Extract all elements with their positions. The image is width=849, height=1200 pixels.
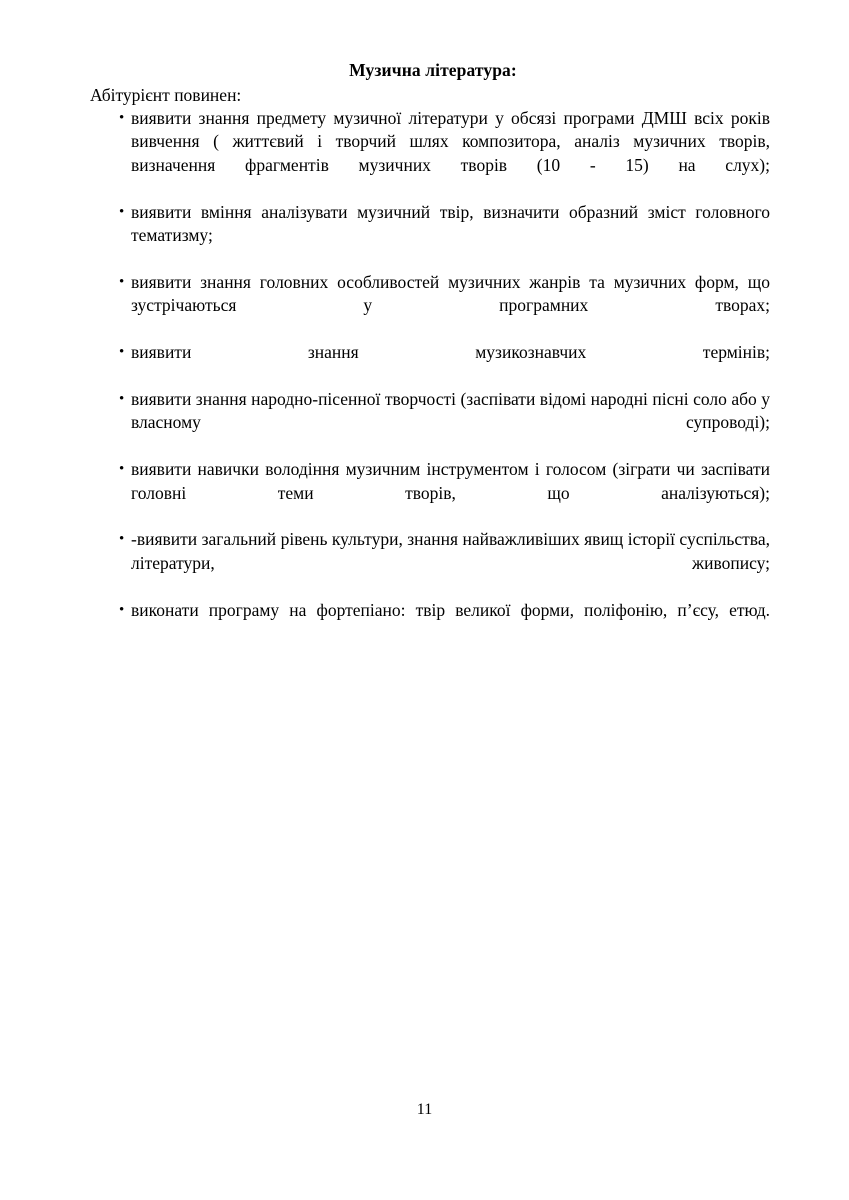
- bullet-icon: •: [119, 461, 125, 478]
- list-item: [90, 271, 770, 341]
- intro-paragraph: Абітурієнт повинен:: [90, 85, 242, 105]
- page-title: Музична література:: [349, 60, 517, 80]
- list-item-text: виявити знання предмету музичної літератури у обсязі програми ДМШ всіх років вивчення ( життєвий і творчий шлях композитора, аналіз музичних творів, визначення фрагментів музичних творів (10 - 15) на слух);: [131, 108, 770, 175]
- page-content: [90, 58, 770, 645]
- list-item: [90, 201, 770, 271]
- list-item-text: виявити вміння аналізувати музичний твір, визначити образний зміст головного тематизму;: [131, 201, 770, 246]
- list-item-text: виявити навички володіння музичним інструментом і голосом (зіграти чи заспівати головні теми творів, що аналізуються);: [131, 459, 770, 503]
- list-item: [90, 528, 770, 598]
- bullet-icon: •: [119, 531, 125, 548]
- list-item: [90, 107, 770, 201]
- list-item-text: виявити знання музикознавчих термінів;: [131, 342, 770, 363]
- list-item-text: -виявити загальний рівень культури, знання найважливіших явищ історії суспільства, літератури, живопису;: [131, 529, 770, 573]
- requirements-list: [90, 107, 770, 645]
- list-item-text: виконати програму на фортепіано: твір великої форми, поліфонію, п’єсу, етюд.: [131, 599, 770, 620]
- bullet-icon: •: [119, 203, 125, 220]
- bullet-icon: •: [119, 110, 125, 126]
- list-item-text: виявити знання головних особливостей музичних жанрів та музичних форм, що зустрічаються у програмних творах;: [131, 271, 770, 316]
- list-item-text: виявити знання народно-пісенної творчості (заспівати відомі народні пісні соло або у власному супроводі);: [131, 388, 770, 433]
- page-number: 11: [416, 1101, 433, 1118]
- list-item: [90, 599, 770, 646]
- list-item: [90, 388, 770, 458]
- bullet-icon: •: [119, 273, 125, 290]
- bullet-icon: •: [119, 390, 125, 407]
- list-item: [90, 458, 770, 528]
- bullet-icon: •: [119, 601, 125, 618]
- bullet-icon: •: [119, 344, 125, 361]
- list-item: [90, 341, 770, 388]
